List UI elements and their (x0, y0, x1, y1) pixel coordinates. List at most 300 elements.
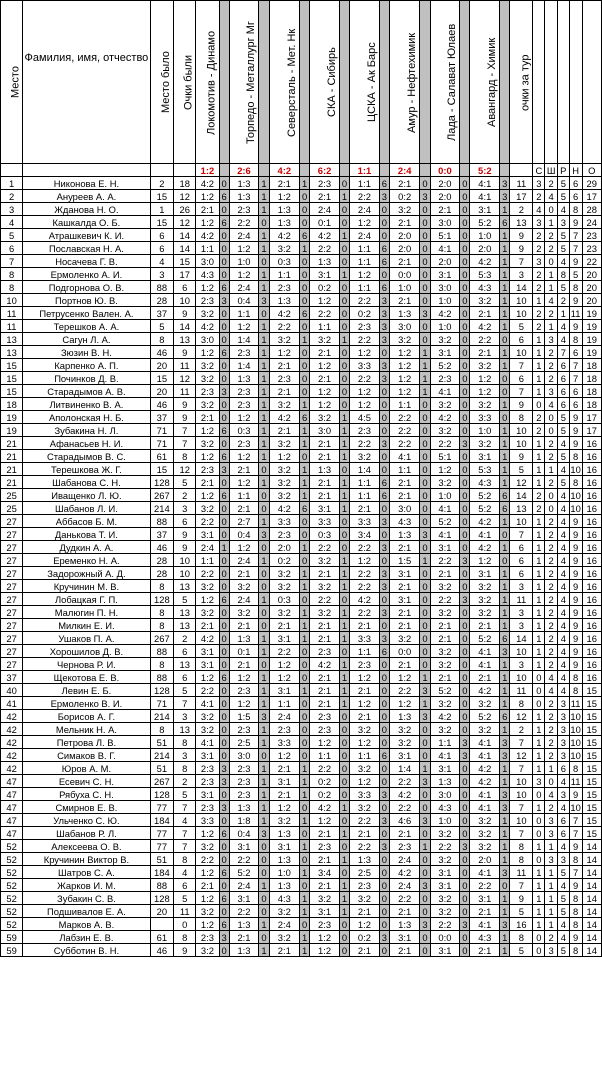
cell-was-points: 0 (174, 918, 196, 931)
cell-m7-forecast: 5:1 (430, 450, 460, 463)
cell-m7-pts: 0 (460, 762, 470, 775)
cell-m6-pts: 3 (420, 684, 430, 697)
cell-tour-points: 9 (510, 242, 533, 255)
cell-was-place: 51 (150, 762, 174, 775)
cell-m6-forecast: 3:2 (389, 203, 420, 216)
cell-stat-n: 7 (569, 866, 582, 879)
cell-m6-pts: 0 (420, 788, 430, 801)
cell-m7-forecast: 3:2 (430, 645, 460, 658)
cell-m2-forecast: 2:1 (229, 463, 259, 476)
cell-m7-pts: 0 (460, 346, 470, 359)
cell-m5-pts: 0 (379, 268, 389, 281)
cell-tour-points: 10 (510, 671, 533, 684)
cell-m2-pts: 0 (259, 580, 269, 593)
cell-m1-pts: 0 (219, 632, 229, 645)
cell-was-place: 46 (150, 346, 174, 359)
cell-m8-pts: 3 (500, 736, 510, 749)
cell-m8-pts: 1 (500, 242, 510, 255)
cell-stat-r: 4 (557, 684, 569, 697)
cell-m5-pts: 0 (379, 801, 389, 814)
cell-stat-sh: 2 (545, 307, 557, 320)
cell-m8-forecast: 4:1 (470, 177, 500, 190)
cell-m7-forecast: 3:1 (430, 762, 460, 775)
cell-tour-points: 10 (510, 294, 533, 307)
cell-stat-s: 1 (533, 749, 545, 762)
cell-tour-points: 7 (510, 736, 533, 749)
cell-stat-r: 4 (557, 658, 569, 671)
cell-m4-forecast: 2:1 (310, 489, 340, 502)
cell-m6-pts: 1 (420, 385, 430, 398)
cell-m6-pts: 0 (420, 203, 430, 216)
cell-m1-pts: 3 (219, 385, 229, 398)
cell-stat-o: 15 (582, 684, 602, 697)
cell-m1-forecast: 1:2 (196, 281, 219, 294)
cell-name: Еременко Н. А. (23, 554, 150, 567)
cell-m5-forecast: 2:2 (350, 840, 380, 853)
cell-m7-forecast: 1:3 (430, 775, 460, 788)
cell-m3-forecast: 2:1 (269, 359, 300, 372)
table-row (1, 424, 602, 437)
cell-tour-points: 5 (510, 320, 533, 333)
cell-stat-r: 4 (557, 632, 569, 645)
cell-m2-pts: 0 (259, 619, 269, 632)
cell-m6-forecast: 2:2 (389, 775, 420, 788)
cell-m4-forecast: 0:3 (310, 528, 340, 541)
cell-was-points: 5 (174, 593, 196, 606)
cell-name: Кручинин М. В. (23, 580, 150, 593)
cell-place: 47 (1, 814, 23, 827)
cell-m1-forecast: 2:3 (196, 385, 219, 398)
cell-m1-forecast: 3:1 (196, 645, 219, 658)
cell-m7-pts: 0 (460, 892, 470, 905)
cell-tour-points: 10 (510, 814, 533, 827)
cell-m6-forecast: 2:0 (389, 229, 420, 242)
cell-stat-o: 28 (582, 203, 602, 216)
cell-stat-r: 4 (557, 554, 569, 567)
cell-stat-sh: 4 (545, 788, 557, 801)
cell-tour-points: 8 (510, 697, 533, 710)
cell-was-place: 15 (150, 463, 174, 476)
cell-m5-forecast: 1:1 (350, 242, 380, 255)
cell-tour-points: 3 (510, 580, 533, 593)
cell-m5-forecast: 2:1 (350, 502, 380, 515)
cell-m2-forecast: 2:2 (229, 905, 259, 918)
cell-m1-pts: 0 (219, 853, 229, 866)
cell-was-points: 13 (174, 333, 196, 346)
cell-m4-pts: 1 (339, 827, 349, 840)
cell-tour-points: 9 (510, 450, 533, 463)
cell-stat-n: 8 (569, 853, 582, 866)
table-row (1, 554, 602, 567)
cell-was-place: 8 (150, 619, 174, 632)
cell-m5-forecast: 1:1 (350, 645, 380, 658)
cell-m4-pts: 1 (339, 892, 349, 905)
table-row (1, 216, 602, 229)
cell-m8-pts: 1 (500, 541, 510, 554)
cell-m1-pts: 0 (219, 242, 229, 255)
cell-m5-forecast: 2:2 (350, 580, 380, 593)
cell-m7-forecast: 1:0 (430, 489, 460, 502)
cell-m3-pts: 1 (300, 931, 310, 944)
cell-m6-pts: 3 (420, 918, 430, 931)
cell-m1-forecast: 3:0 (196, 333, 219, 346)
cell-m5-pts: 0 (379, 892, 389, 905)
cell-m7-forecast: 2:0 (430, 190, 460, 203)
cell-m5-forecast: 3:2 (350, 892, 380, 905)
cell-m3-forecast: 1:3 (269, 827, 300, 840)
cell-m5-forecast: 1:2 (350, 216, 380, 229)
table-row (1, 411, 602, 424)
cell-m3-forecast: 2:1 (269, 424, 300, 437)
table-row (1, 463, 602, 476)
cell-m7-forecast: 3:1 (430, 268, 460, 281)
cell-name: Симаков В. Г. (23, 749, 150, 762)
cell-tour-points: 11 (510, 593, 533, 606)
cell-m4-pts: 1 (339, 229, 349, 242)
cell-m7-forecast: 4:2 (430, 307, 460, 320)
cell-m2-pts: 1 (259, 190, 269, 203)
cell-m1-forecast: 2:3 (196, 762, 219, 775)
cell-m1-pts: 0 (219, 502, 229, 515)
cell-m6-forecast: 2:4 (389, 853, 420, 866)
cell-m3-forecast: 1:3 (269, 853, 300, 866)
cell-m2-pts: 0 (259, 892, 269, 905)
cell-stat-o: 14 (582, 840, 602, 853)
table-row (1, 879, 602, 892)
cell-m3-pts: 0 (300, 190, 310, 203)
cell-was-place: 5 (150, 320, 174, 333)
cell-m7-pts: 0 (460, 775, 470, 788)
cell-name: Сагун Л. А. (23, 333, 150, 346)
cell-name: Зубакин С. В. (23, 892, 150, 905)
cell-m3-pts: 0 (300, 645, 310, 658)
cell-was-points: 14 (174, 242, 196, 255)
cell-m3-forecast: 3:2 (269, 814, 300, 827)
cell-place: 52 (1, 853, 23, 866)
cell-stat-sh: 2 (545, 580, 557, 593)
cell-was-points: 11 (174, 385, 196, 398)
cell-m1-forecast: 2:2 (196, 853, 219, 866)
table-row (1, 866, 602, 879)
cell-stat-r: 4 (557, 619, 569, 632)
table-row (1, 346, 602, 359)
cell-m6-forecast: 1:4 (389, 762, 420, 775)
cell-m6-forecast: 0:0 (389, 268, 420, 281)
cell-m6-forecast: 1:3 (389, 528, 420, 541)
cell-m3-pts: 1 (300, 606, 310, 619)
stat-header-r: Р (557, 164, 569, 177)
cell-m6-pts: 0 (420, 489, 430, 502)
cell-m5-pts: 6 (379, 242, 389, 255)
cell-m4-forecast: 4:2 (310, 801, 340, 814)
cell-m8-forecast: 4:1 (470, 190, 500, 203)
cell-m2-pts: 1 (259, 346, 269, 359)
cell-name: Ануреев А. А. (23, 190, 150, 203)
cell-m8-pts: 3 (500, 801, 510, 814)
cell-stat-s: 1 (533, 879, 545, 892)
cell-m6-forecast: 1:2 (389, 385, 420, 398)
cell-m2-pts: 1 (259, 242, 269, 255)
cell-m1-forecast: 3:3 (196, 814, 219, 827)
cell-m1-pts: 3 (219, 762, 229, 775)
cell-m3-forecast: 2:1 (269, 788, 300, 801)
cell-m2-forecast: 1:2 (229, 476, 259, 489)
cell-m2-forecast: 1:2 (229, 411, 259, 424)
cell-m3-pts: 0 (300, 515, 310, 528)
cell-m7-pts: 0 (460, 307, 470, 320)
cell-m1-forecast: 2:3 (196, 931, 219, 944)
cell-m4-forecast: 2:2 (310, 307, 340, 320)
cell-m4-forecast: 3:2 (310, 333, 340, 346)
match-1-header: Локомотив - Динамо (196, 1, 219, 164)
cell-tour-points: 11 (510, 866, 533, 879)
cell-m5-pts: 0 (379, 463, 389, 476)
cell-m3-pts: 0 (300, 749, 310, 762)
cell-stat-o: 17 (582, 190, 602, 203)
cell-m8-pts: 0 (500, 554, 510, 567)
cell-m5-forecast: 2:1 (350, 619, 380, 632)
cell-m6-forecast: 3:1 (389, 931, 420, 944)
cell-stat-o: 23 (582, 229, 602, 242)
match-6-score: 2:4 (389, 164, 420, 177)
cell-stat-o: 29 (582, 177, 602, 190)
cell-name: Подгорнова О. В. (23, 281, 150, 294)
cell-m4-forecast: 2:2 (310, 593, 340, 606)
cell-m7-pts: 0 (460, 541, 470, 554)
cell-m6-pts: 0 (420, 216, 430, 229)
cell-place: 41 (1, 697, 23, 710)
cell-m8-pts: 1 (500, 203, 510, 216)
cell-m8-pts: 1 (500, 619, 510, 632)
cell-m2-forecast: 1:3 (229, 918, 259, 931)
cell-was-points: 5 (174, 684, 196, 697)
cell-m6-pts: 0 (420, 411, 430, 424)
cell-m5-pts: 0 (379, 593, 389, 606)
cell-place: 52 (1, 892, 23, 905)
table-row (1, 541, 602, 554)
cell-m5-forecast: 3:2 (350, 723, 380, 736)
cell-m5-forecast: 2:1 (350, 944, 380, 957)
cell-m4-pts: 0 (339, 177, 349, 190)
cell-m6-pts: 0 (420, 645, 430, 658)
cell-m6-forecast: 1:3 (389, 710, 420, 723)
cell-m7-forecast: 2:2 (430, 554, 460, 567)
cell-m5-pts: 0 (379, 554, 389, 567)
cell-tour-points: 2 (510, 203, 533, 216)
cell-was-points: 2 (174, 489, 196, 502)
cell-m8-pts: 1 (500, 684, 510, 697)
cell-stat-sh: 2 (545, 242, 557, 255)
table-row (1, 697, 602, 710)
cell-m7-pts: 0 (460, 606, 470, 619)
cell-was-points: 9 (174, 307, 196, 320)
cell-m5-pts: 0 (379, 528, 389, 541)
cell-m6-forecast: 2:1 (389, 580, 420, 593)
cell-m1-pts: 0 (219, 697, 229, 710)
cell-m4-forecast: 1:2 (310, 736, 340, 749)
cell-m3-pts: 0 (300, 697, 310, 710)
cell-m6-forecast: 2:2 (389, 437, 420, 450)
cell-m1-pts: 0 (219, 177, 229, 190)
cell-stat-r: 5 (557, 866, 569, 879)
cell-m2-pts: 0 (259, 905, 269, 918)
cell-m5-forecast: 0:2 (350, 931, 380, 944)
cell-m3-forecast: 3:2 (269, 242, 300, 255)
cell-was-place: 8 (150, 333, 174, 346)
cell-stat-s: 1 (533, 346, 545, 359)
cell-m1-forecast: 1:2 (196, 190, 219, 203)
cell-m8-forecast: 3:1 (470, 450, 500, 463)
cell-was-points: 7 (174, 424, 196, 437)
cell-m4-pts: 0 (339, 359, 349, 372)
cell-m2-pts: 0 (259, 567, 269, 580)
cell-m6-pts: 0 (420, 801, 430, 814)
cell-m1-forecast: 4:2 (196, 320, 219, 333)
cell-stat-s: 2 (533, 229, 545, 242)
table-row (1, 853, 602, 866)
cell-m3-pts: 6 (300, 502, 310, 515)
cell-m5-pts: 0 (379, 710, 389, 723)
was-place-header: Место было (150, 1, 174, 164)
cell-was-place: 8 (150, 580, 174, 593)
cell-m3-pts: 0 (300, 281, 310, 294)
cell-stat-r: 5 (557, 892, 569, 905)
cell-tour-points: 6 (510, 333, 533, 346)
cell-m5-forecast: 2:1 (350, 710, 380, 723)
cell-m1-pts: 0 (219, 255, 229, 268)
cell-stat-r: 3 (557, 788, 569, 801)
cell-m6-pts: 0 (420, 827, 430, 840)
cell-m8-forecast: 3:2 (470, 593, 500, 606)
cell-m4-forecast: 2:2 (310, 242, 340, 255)
cell-m2-pts: 1 (259, 593, 269, 606)
cell-m7-forecast: 0:0 (430, 931, 460, 944)
table-row (1, 931, 602, 944)
cell-m1-forecast: 3:2 (196, 437, 219, 450)
cell-m5-forecast: 3:2 (350, 450, 380, 463)
cell-stat-o: 18 (582, 398, 602, 411)
cell-stat-sh: 2 (545, 710, 557, 723)
cell-m5-forecast: 2:3 (350, 879, 380, 892)
cell-m2-pts: 0 (259, 749, 269, 762)
cell-was-place: 37 (150, 528, 174, 541)
cell-m8-forecast: 5:2 (470, 216, 500, 229)
cell-m4-pts: 0 (339, 320, 349, 333)
cell-m5-forecast: 2:3 (350, 658, 380, 671)
cell-name: Литвиненко В. А. (23, 398, 150, 411)
cell-m4-pts: 1 (339, 606, 349, 619)
cell-m5-pts: 0 (379, 502, 389, 515)
cell-m6-pts: 0 (420, 944, 430, 957)
cell-m8-forecast: 4:2 (470, 515, 500, 528)
cell-m6-pts: 0 (420, 463, 430, 476)
cell-m1-pts: 0 (219, 814, 229, 827)
cell-was-points: 10 (174, 294, 196, 307)
cell-m1-pts: 3 (219, 463, 229, 476)
cell-stat-o: 20 (582, 294, 602, 307)
cell-stat-sh: 2 (545, 567, 557, 580)
cell-was-points: 17 (174, 268, 196, 281)
cell-m7-forecast: 3:2 (430, 580, 460, 593)
cell-stat-s: 1 (533, 333, 545, 346)
cell-stat-o: 24 (582, 216, 602, 229)
cell-stat-sh: 2 (545, 749, 557, 762)
cell-m2-forecast: 1:3 (229, 372, 259, 385)
cell-stat-r: 5 (557, 476, 569, 489)
cell-m6-forecast: 1:2 (389, 671, 420, 684)
cell-m6-forecast: 4:1 (389, 450, 420, 463)
cell-m4-forecast: 2:1 (310, 372, 340, 385)
cell-was-points: 10 (174, 554, 196, 567)
cell-stat-o: 16 (582, 619, 602, 632)
cell-m6-pts: 3 (420, 190, 430, 203)
cell-tour-points: 12 (510, 476, 533, 489)
cell-stat-o: 22 (582, 255, 602, 268)
cell-tour-points: 10 (510, 307, 533, 320)
cell-tour-points: 8 (510, 411, 533, 424)
cell-m1-pts: 0 (219, 645, 229, 658)
cell-m6-forecast: 2:2 (389, 411, 420, 424)
cell-tour-points: 14 (510, 632, 533, 645)
cell-place: 21 (1, 463, 23, 476)
cell-place: 11 (1, 307, 23, 320)
cell-m2-pts: 1 (259, 801, 269, 814)
cell-stat-n: 8 (569, 203, 582, 216)
cell-m3-pts: 0 (300, 203, 310, 216)
cell-m8-pts: 1 (500, 398, 510, 411)
cell-name: Зубакина Н. Л. (23, 424, 150, 437)
cell-stat-s: 1 (533, 762, 545, 775)
cell-m5-pts: 3 (379, 541, 389, 554)
cell-m7-pts: 0 (460, 619, 470, 632)
cell-stat-n: 8 (569, 905, 582, 918)
cell-stat-r: 3 (557, 710, 569, 723)
cell-m7-forecast: 3:2 (430, 905, 460, 918)
cell-stat-r: 6 (557, 827, 569, 840)
cell-m5-forecast: 3:3 (350, 359, 380, 372)
cell-m3-pts: 0 (300, 658, 310, 671)
cell-m4-forecast: 1:2 (310, 931, 340, 944)
cell-m3-forecast: 0:3 (269, 255, 300, 268)
match-3-score: 4:2 (269, 164, 300, 177)
cell-stat-o: 14 (582, 944, 602, 957)
table-row (1, 567, 602, 580)
cell-m6-pts: 3 (420, 307, 430, 320)
cell-stat-o: 15 (582, 723, 602, 736)
cell-m3-pts: 0 (300, 710, 310, 723)
cell-m4-pts: 0 (339, 593, 349, 606)
cell-m2-pts: 1 (259, 736, 269, 749)
cell-was-points: 9 (174, 528, 196, 541)
cell-m4-pts: 0 (339, 931, 349, 944)
cell-m6-pts: 0 (420, 515, 430, 528)
cell-stat-s: 2 (533, 268, 545, 281)
cell-stat-sh: 0 (545, 775, 557, 788)
cell-m8-pts: 1 (500, 567, 510, 580)
cell-m1-pts: 0 (219, 437, 229, 450)
cell-was-points: 11 (174, 905, 196, 918)
cell-m4-forecast: 3:2 (310, 892, 340, 905)
cell-stat-sh: 0 (545, 502, 557, 515)
cell-m2-forecast: 2:1 (229, 931, 259, 944)
cell-stat-s: 1 (533, 359, 545, 372)
cell-stat-n: 6 (569, 385, 582, 398)
cell-m4-pts: 0 (339, 788, 349, 801)
cell-stat-sh: 2 (545, 450, 557, 463)
cell-place: 52 (1, 918, 23, 931)
cell-place: 1 (1, 177, 23, 190)
table-row (1, 814, 602, 827)
